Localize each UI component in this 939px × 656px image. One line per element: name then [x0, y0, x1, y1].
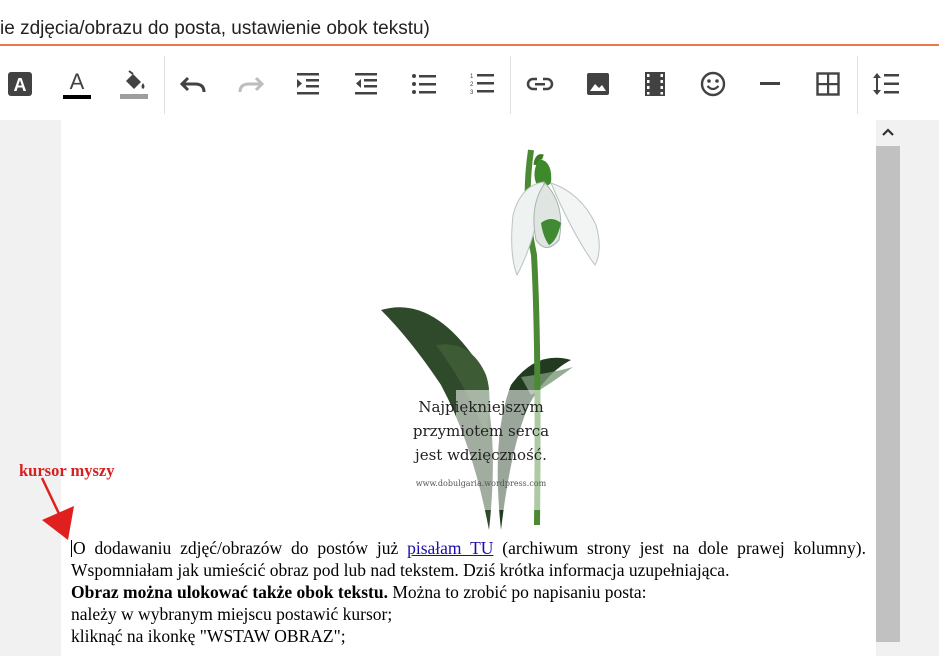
post-body[interactable] — [71, 537, 866, 647]
line-spacing-icon — [872, 71, 900, 97]
paragraph: O dodawaniu zdjęć/obrazów do postów już pisałam TU (archiwum strony jest na dole prawej kolumny). Wspomniałam jak umieścić obraz pod lub nad tekstem. Dziś krótka informacja uzupełniająca. — [71, 538, 867, 580]
bulleted-list-icon — [411, 73, 437, 95]
insert-video-button[interactable] — [639, 66, 671, 102]
paragraph: Obraz można ulokować także obok tekstu. Można to zrobić po napisaniu posta: — [71, 582, 647, 602]
text-background-icon — [7, 71, 33, 97]
horizontal-line-button[interactable] — [754, 66, 786, 102]
post-title-input[interactable]: ie zdjęcia/obrazu do posta, ustawienie obok tekstu) — [0, 18, 430, 39]
insert-video-icon — [644, 71, 666, 97]
more-button[interactable] — [927, 66, 939, 102]
annotation-label: kursor myszy — [19, 461, 115, 480]
arrow-icon — [36, 476, 78, 549]
image-quote-url: www.dobulgaria.wordpress.com — [415, 479, 547, 488]
svg-text:3: 3 — [470, 90, 474, 96]
indent-increase-icon — [295, 72, 321, 96]
text-color-button[interactable] — [61, 66, 93, 102]
insert-link-icon — [526, 76, 554, 92]
snowdrop-image[interactable] — [361, 145, 601, 535]
image-quote-line: przymiotem serca — [412, 422, 550, 440]
bulleted-list-button[interactable] — [408, 66, 440, 102]
title-bar — [0, 0, 939, 46]
horizontal-line-icon — [759, 81, 781, 87]
indent-decrease-icon — [353, 72, 379, 96]
indent-increase-button[interactable] — [292, 66, 324, 102]
text-background-button[interactable] — [4, 66, 36, 102]
insert-image-icon — [586, 72, 610, 96]
image-quote-line: Najpiękniejszym — [418, 398, 544, 416]
toolbar-separator — [510, 56, 511, 114]
fill-color-button[interactable] — [118, 66, 150, 102]
undo-button[interactable] — [177, 66, 209, 102]
toolbar-separator — [857, 56, 858, 114]
svg-text:2: 2 — [470, 82, 474, 88]
svg-text:A: A — [13, 75, 27, 95]
redo-button[interactable] — [235, 66, 267, 102]
insert-table-icon — [816, 72, 840, 96]
line-spacing-button[interactable] — [870, 66, 902, 102]
image-quote-line: jest wdzięczność. — [415, 446, 547, 464]
scroll-up-button[interactable] — [876, 120, 900, 146]
insert-emoji-button[interactable] — [697, 66, 729, 102]
editor-page[interactable] — [61, 120, 876, 656]
insert-link-button[interactable] — [524, 66, 556, 102]
fill-color-icon — [118, 67, 150, 101]
chevron-up-icon — [881, 124, 895, 142]
svg-text:A: A — [69, 69, 85, 94]
insert-emoji-icon — [700, 71, 726, 97]
undo-icon — [179, 74, 207, 94]
toolbar-separator — [164, 56, 165, 114]
numbered-list-icon — [469, 72, 495, 96]
archive-link[interactable]: pisałam TU — [407, 538, 494, 558]
redo-icon — [237, 74, 265, 94]
numbered-list-button[interactable] — [466, 66, 498, 102]
indent-decrease-button[interactable] — [350, 66, 382, 102]
scrollbar-thumb[interactable] — [876, 146, 900, 642]
insert-image-button[interactable] — [582, 66, 614, 102]
insert-table-button[interactable] — [812, 66, 844, 102]
editor-toolbar — [0, 46, 939, 120]
svg-text:1: 1 — [470, 74, 474, 80]
text-color-icon — [61, 67, 93, 101]
paragraph: kliknąć na ikonkę "WSTAW OBRAZ"; — [71, 626, 346, 646]
paragraph: należy w wybranym miejscu postawić kursor; — [71, 604, 393, 624]
